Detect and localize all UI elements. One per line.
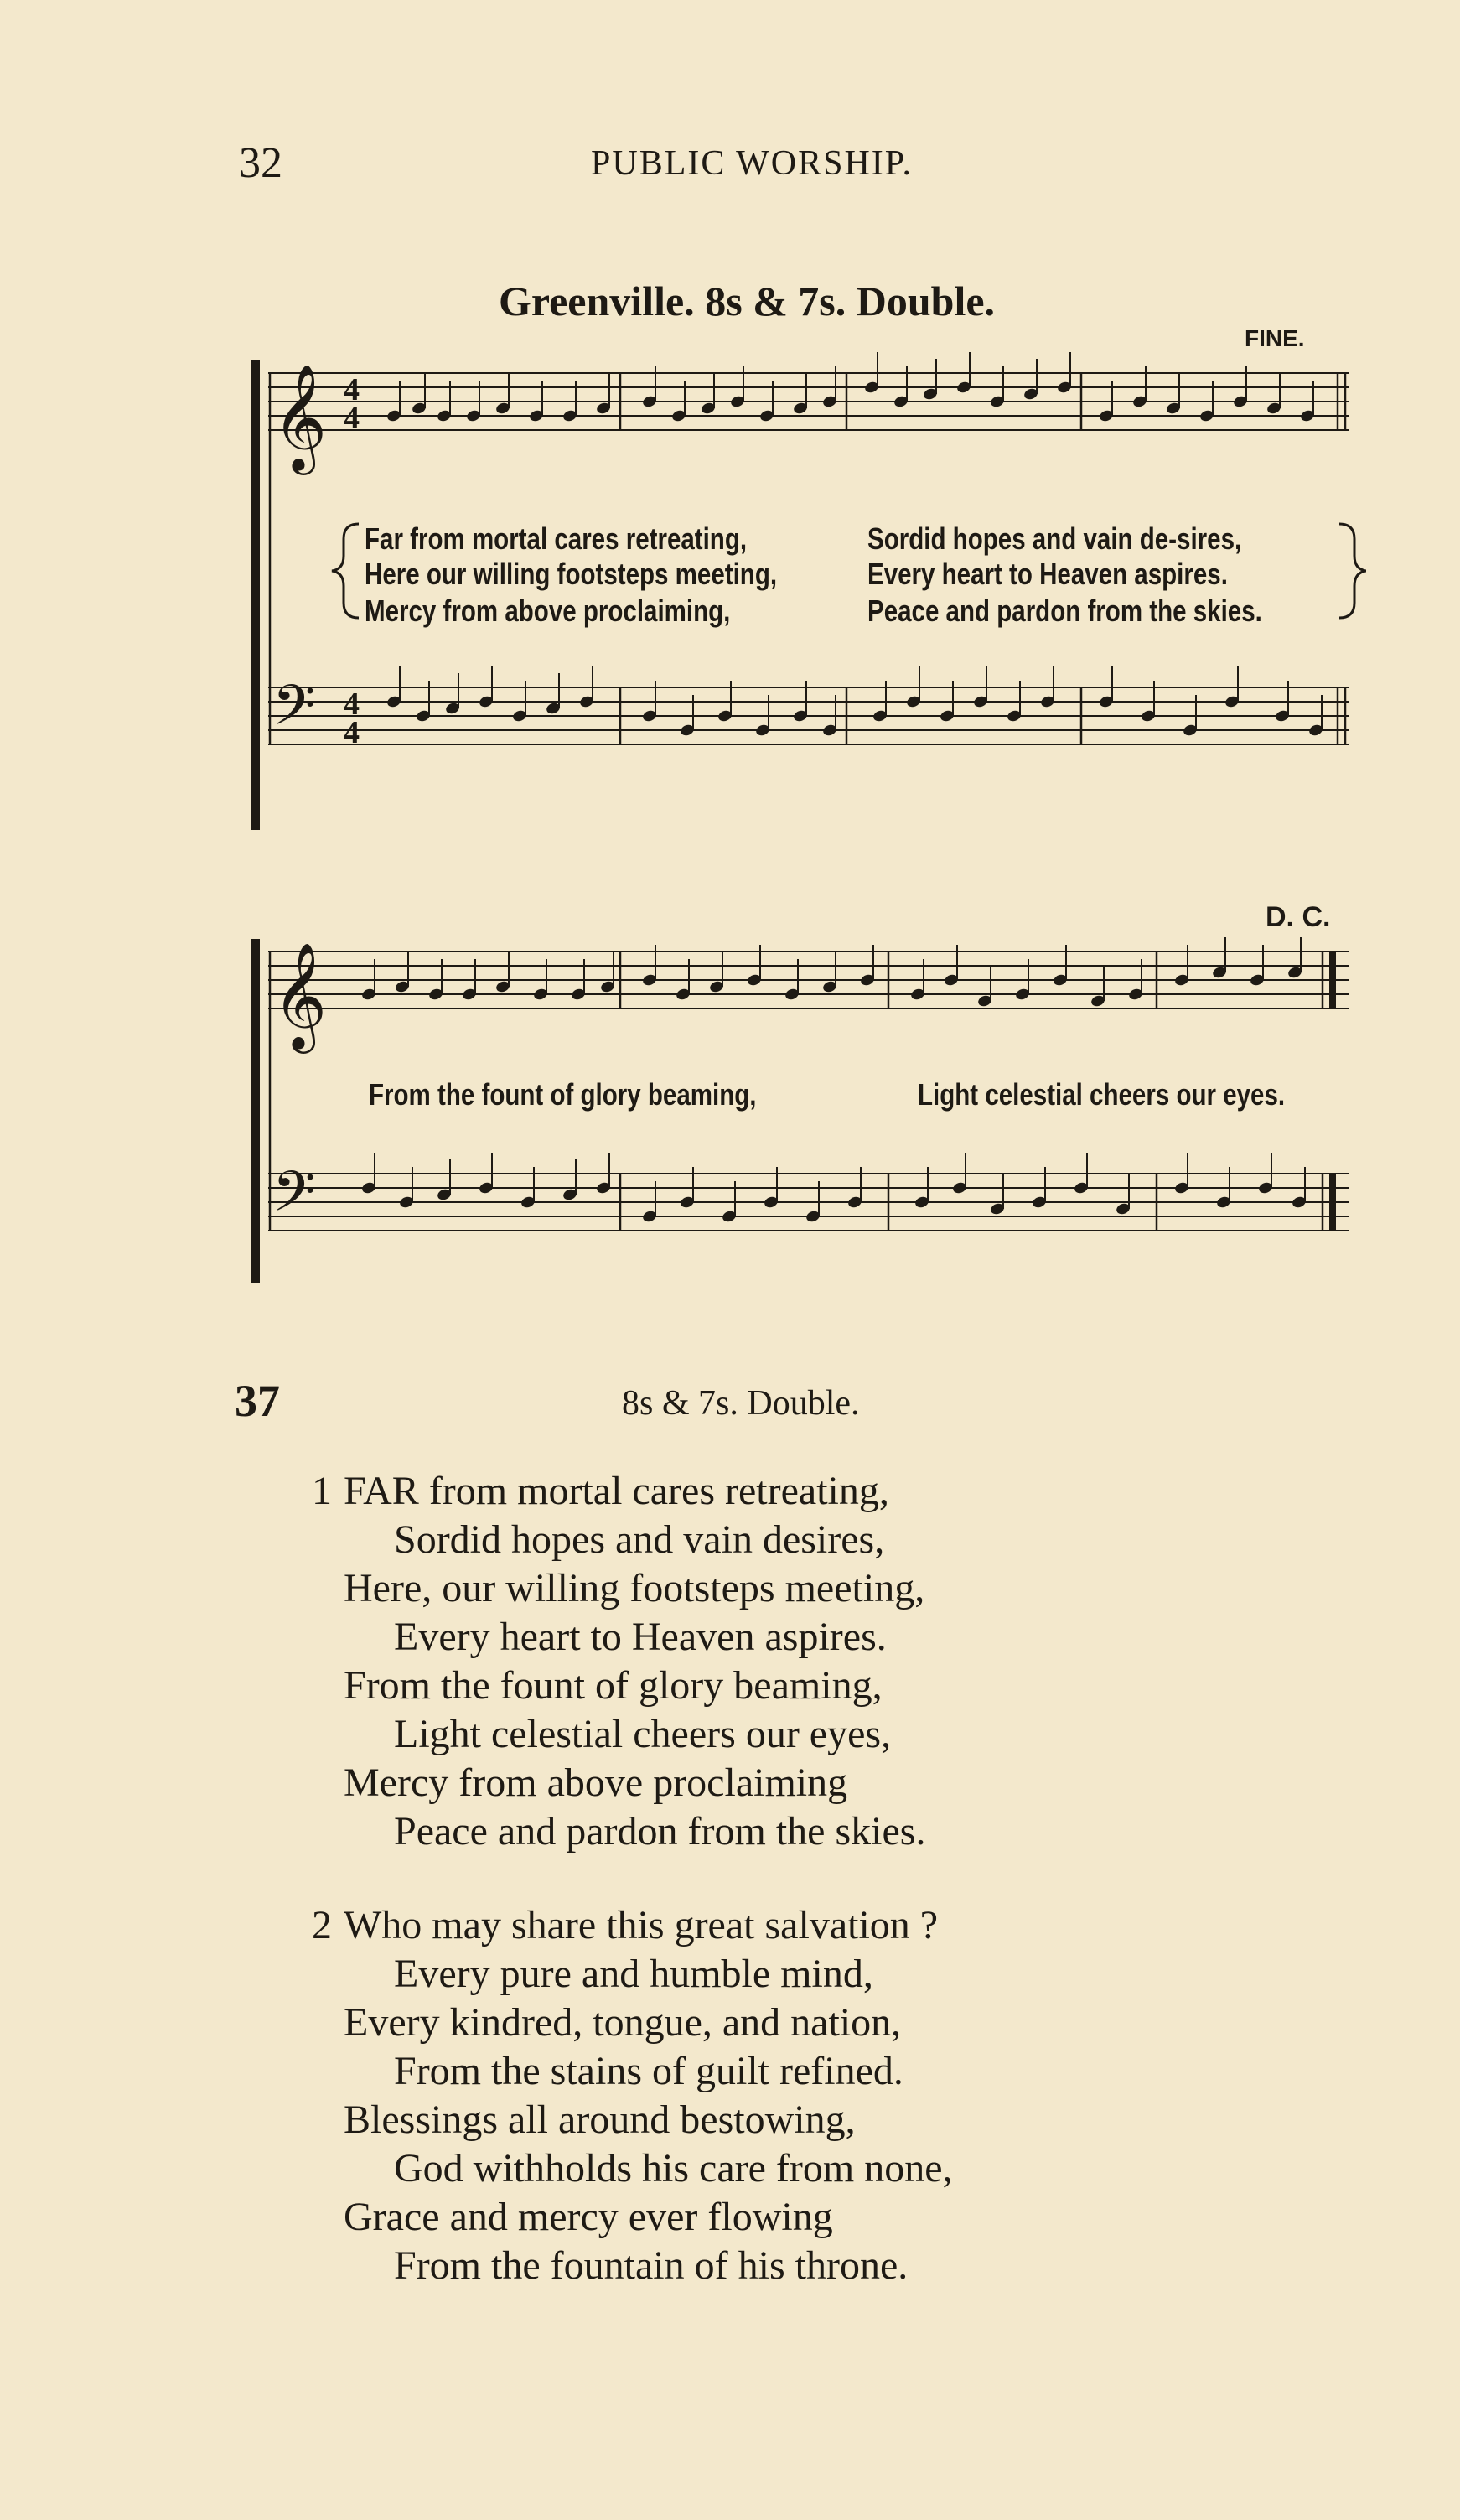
verse-line: God withholds his care from none, [394, 2146, 953, 2191]
lyric-line: Far from mortal cares retreating, [365, 521, 748, 556]
tune-meter: 8s & 7s. Double. [705, 277, 996, 324]
lyric-line: From the fount of glory beaming, [369, 1077, 757, 1112]
time-signature-top: 4 [344, 372, 360, 407]
lyric-line: Mercy from above proclaiming, [365, 594, 731, 628]
dc-mark: D. C. [1266, 901, 1331, 933]
fine-mark: FINE. [1245, 325, 1305, 351]
lyric-line: Here our willing footsteps meeting, [365, 557, 778, 591]
verse-line: Peace and pardon from the skies. [394, 1809, 926, 1854]
running-title: PUBLIC WORSHIP. [591, 144, 913, 183]
verse-line: From the stains of guilt refined. [394, 2049, 903, 2093]
verse-number: 2 [312, 1903, 332, 1947]
lyric-line: Light celestial cheers our eyes. [918, 1077, 1286, 1112]
music-system-1 [251, 325, 1366, 838]
verse-line: Sordid hopes and vain desires, [394, 1517, 885, 1562]
tune-name: Greenville. [498, 277, 695, 324]
system-brace [251, 939, 260, 1283]
hymn-meter: 8s & 7s. Double. [622, 1384, 860, 1423]
verse-line [312, 1467, 1349, 1516]
verse-number: 1 [312, 1469, 332, 1513]
verse-line: Grace and mercy ever flowing [344, 2195, 833, 2239]
lyric-line: Every heart to Heaven aspires. [867, 557, 1228, 591]
verse-first-word: FAR [344, 1469, 419, 1513]
verse-line [312, 1901, 1349, 1950]
verse-line: Here, our willing footsteps meeting, [344, 1566, 925, 1610]
time-signature-bottom: 4 [344, 715, 360, 750]
running-head [239, 138, 1345, 189]
treble-clef-icon: 𝄞 [272, 941, 328, 1049]
verse-first-line: Who may share this great salvation ? [344, 1903, 939, 1947]
tune-title [0, 277, 1460, 325]
verse-line: From the fountain of his throne. [394, 2243, 909, 2288]
treble-clef-icon: 𝄞 [272, 363, 328, 470]
verse-2 [312, 1901, 1349, 2290]
bass-clef-icon: 𝄢 [272, 1159, 316, 1237]
verse-first-line-rest: from mortal cares retreating, [418, 1469, 889, 1513]
time-signature-bottom: 4 [344, 401, 360, 436]
hymn-number: 37 [235, 1376, 280, 1426]
verse-line: Light celestial cheers our eyes, [394, 1712, 892, 1756]
verse-line: Blessings all around bestowing, [344, 2097, 856, 2142]
verse-line: Mercy from above proclaiming [344, 1760, 848, 1805]
page-number: 32 [239, 139, 282, 187]
bass-clef-icon: 𝄢 [272, 673, 316, 751]
verse-line: Every kindred, tongue, and nation, [344, 2000, 902, 2045]
verse-line: Every pure and humble mind, [394, 1952, 873, 1996]
verse-1 [312, 1467, 1349, 1856]
music-system-2 [251, 901, 1366, 1304]
time-signature-top: 4 [344, 687, 360, 722]
verse-line: From the fount of glory beaming, [344, 1663, 883, 1708]
lyric-brace-left [332, 524, 359, 618]
lyric-brace-right [1339, 524, 1366, 618]
system-brace [251, 360, 260, 830]
lyric-line: Sordid hopes and vain de-sires, [867, 521, 1242, 556]
lyric-line: Peace and pardon from the skies. [867, 594, 1262, 628]
verse-line: Every heart to Heaven aspires. [394, 1615, 887, 1659]
